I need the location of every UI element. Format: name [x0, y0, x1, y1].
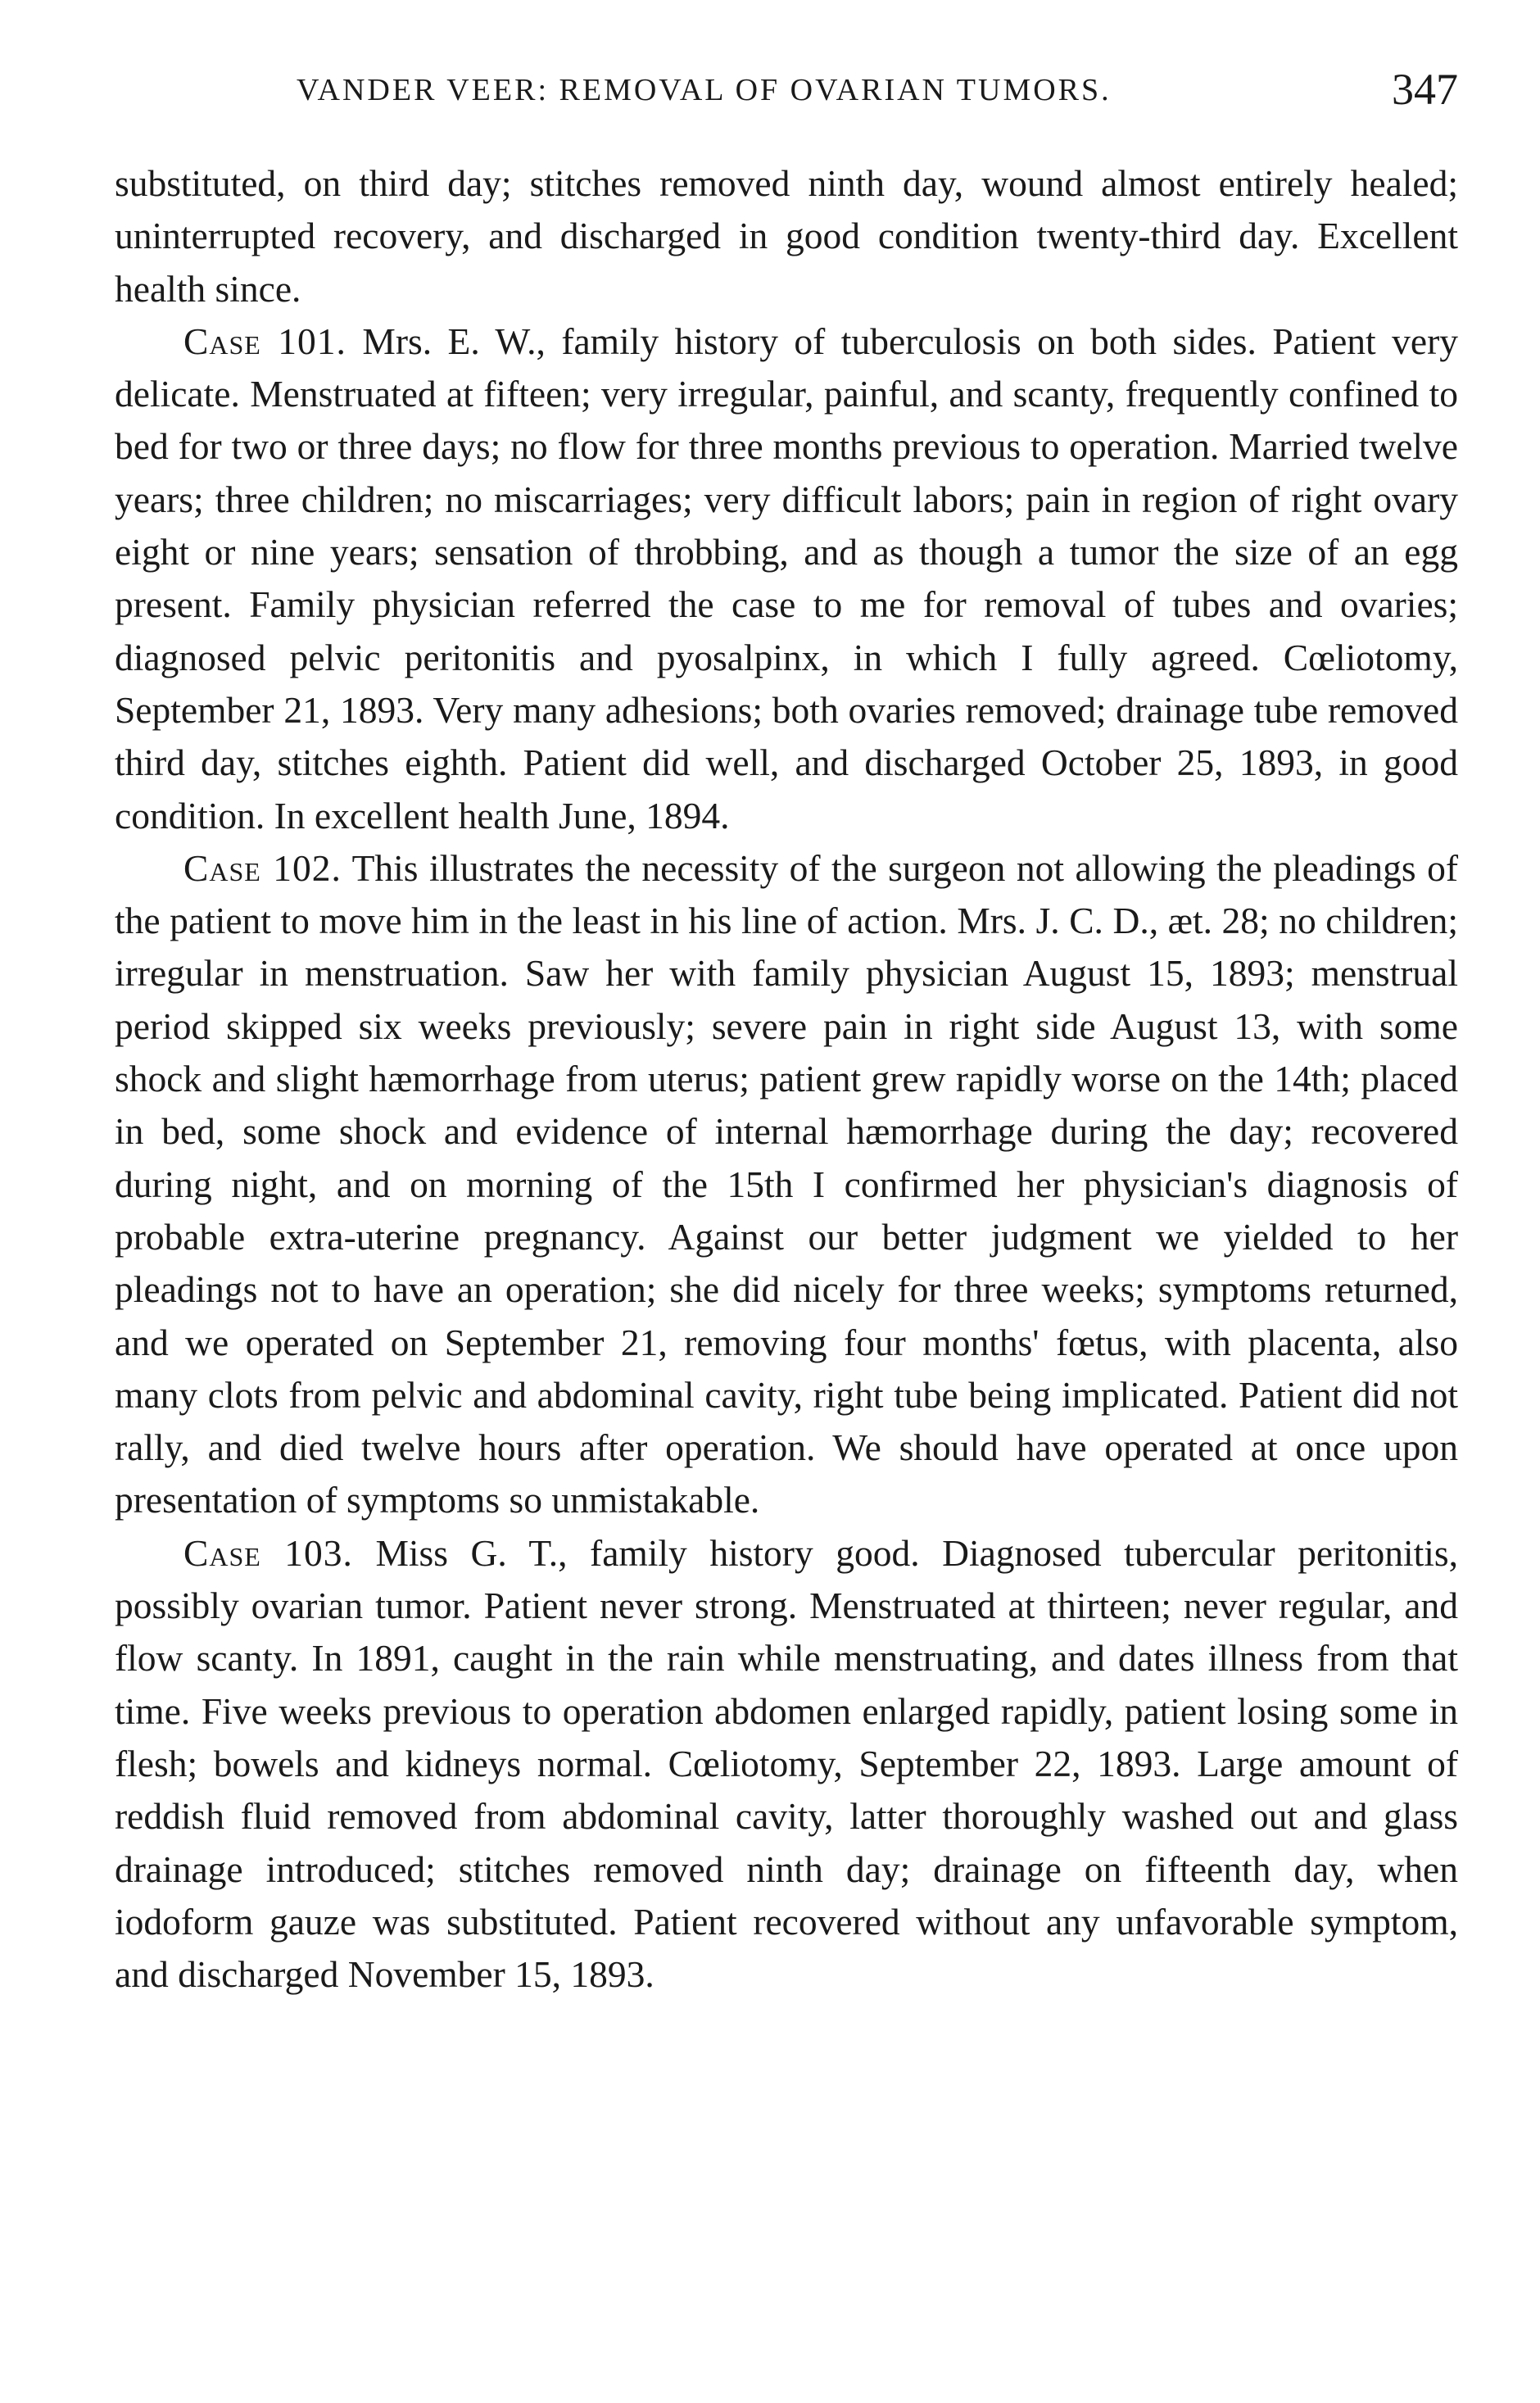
running-title: VANDER VEER: REMOVAL OF OVARIAN TUMORS. — [297, 73, 1112, 107]
body-text — [115, 157, 1458, 2001]
paragraph-text: substituted, on third day; stitches removed ninth day, wound almost entirely healed; uninterrupted recovery, and discharged in good condition twenty-third day. Excellent health since. — [115, 162, 1458, 310]
case-label: Case 103. — [183, 1531, 353, 1574]
running-head — [115, 64, 1458, 129]
case-label: Case 101. — [183, 320, 346, 362]
paragraph-case-101 — [115, 315, 1458, 842]
page-number: 347 — [1392, 65, 1458, 114]
paragraph-continuation — [115, 157, 1458, 315]
paragraph-case-102 — [115, 842, 1458, 1527]
paragraph-case-103 — [115, 1527, 1458, 2002]
paragraph-text: This illustrates the necessity of the surgeon not allowing the pleadings of the patient to move him in the least in his line of action. Mrs. J. C. D., æt. 28; no children; irregular in menstruation. Saw her with family physician August 15, 1893; menstrual period skipped six weeks previously; severe pain in right side August 13, with some shock and slight hæmorrhage from uterus; patient grew rapidly worse on the 14th; placed in bed, some shock and evidence of internal hæmorrhage during the day; recovered during night, and on morning of the 15th I confirmed her physician's diagnosis of probable extra-uterine pregnancy. Against our better judgment we yielded to her pleadings not to have an operation; she did nicely for three weeks; symptoms returned, and we operated on September 21, removing four months' fœtus, with placenta, also many clots from pelvic and abdominal cavity, right tube being implicated. Patient did not rally, and died twelve hours after operation. We should have operated at once upon presentation of symptoms so unmistakable. — [115, 846, 1458, 1521]
case-label: Case 102. — [183, 846, 342, 889]
paragraph-text: Mrs. E. W., family history of tuberculosis on both sides. Patient very delicate. Menstruated at fifteen; very irregular, painful, and scanty, frequently confined to bed for two or three days; no flow for three months previous to operation. Married twelve years; three children; no miscarriages; very difficult labors; pain in region of right ovary eight or nine years; sensation of throbbing, and as though a tumor the size of an egg present. Family physician referred the case to me for removal of tubes and ovaries; diagnosed pelvic peritonitis and pyosalpinx, in which I fully agreed. Cœliotomy, September 21, 1893. Very many adhesions; both ovaries removed; drainage tube removed third day, stitches eighth. Patient did well, and discharged October 25, 1893, in good condition. In excellent health June, 1894. — [115, 320, 1458, 837]
paragraph-text: Miss G. T., family history good. Diagnosed tubercular peritonitis, possibly ovarian tumor. Patient never strong. Menstruated at thirteen; never regular, and flow scanty. In 1891, caught in the rain while menstruating, and dates illness from that time. Five weeks previous to operation abdomen enlarged rapidly, patient losing some in flesh; bowels and kidneys normal. Cœliotomy, September 22, 1893. Large amount of reddish fluid removed from abdominal cavity, latter thoroughly washed out and glass drainage introduced; stitches removed ninth day; drainage on fifteenth day, when iodoform gauze was substituted. Patient recovered without any unfavorable symptom, and discharged November 15, 1893. — [115, 1531, 1458, 1996]
